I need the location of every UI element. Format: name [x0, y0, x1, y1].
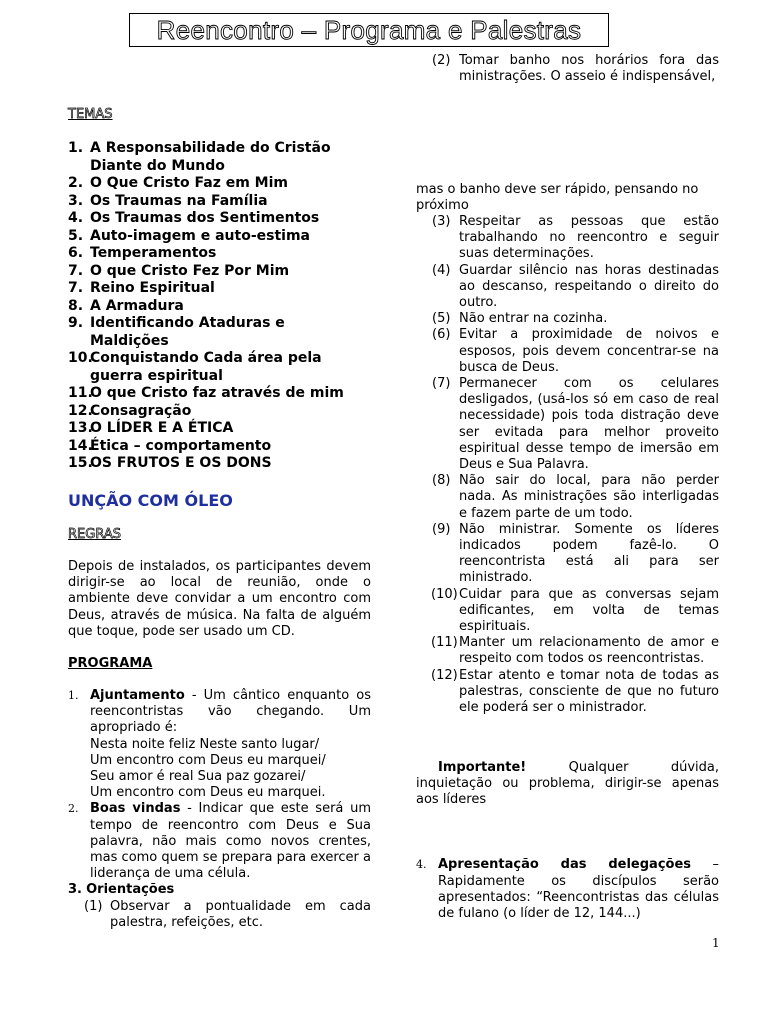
orientacao-10: (10) Cuidar para que as conversas sejam edificantes, em volta de temas espirituais. [431, 586, 719, 635]
topic-item: 12. Consagração [68, 402, 192, 419]
topic-item: 4. Os Traumas dos Sentimentos [68, 210, 320, 226]
topic-item: 5. Auto-imagem e auto-estima [68, 227, 310, 244]
right-column [416, 0, 719, 922]
importante-label: Importante! [438, 760, 527, 775]
topic-item: 3. Os Traumas na Família [68, 192, 268, 209]
programa-item-4: 4. Apresentação das delegações – Rapidamente os discípulos serão apresentados: “Reencontristas das células de fulano (o líder de 12, 144...) [416, 857, 719, 922]
temas-heading: TEMAS [68, 107, 113, 122]
regras-text: Depois de instalados, os participantes devem dirigir-se ao local de reunião, onde o ambiente deve convidar a um encontro com Deus, através de música. Na falta de alguém que toque, pode ser usado um CD. [68, 559, 371, 639]
topic-item: 10. Conquistando Cada área pela [68, 350, 322, 366]
orientacao-6: (6) Evitar a proximidade de noivos e esposos, pois devem concentrar-se na busca de Deus. [432, 327, 719, 375]
topic-item: 14. Ética – comportamento [68, 437, 272, 454]
orientacao-9: (9) Não ministrar. Somente os líderes indicados podem fazê-lo. O reencontrista está ali para ser ministrado. [432, 521, 719, 586]
topic-item: 9. Identificando Ataduras e [68, 315, 285, 331]
topic-item: 15. OS FRUTOS E OS DONS [68, 455, 272, 471]
orientacao-12: (12) Estar atento e tomar nota de todas as palestras, consciente de que no futuro ele poderá ser o ministrador. [431, 667, 719, 716]
orientacao-3: (3) Respeitar as pessoas que estão trabalhando no reencontro e seguir suas determinações. [432, 214, 719, 262]
continuation-text: mas o banho deve ser rápido, pensando no próximo [416, 182, 699, 214]
topic-item: 2. O Que Cristo Faz em Mim [68, 175, 288, 191]
programa-item-2: 2. Boas vindas - Indicar que este será um tempo de reencontro com Deus e Sua palavra, não mais como novos crentes, mas como quem se prepara para exercer a liderança de uma célula. [68, 801, 371, 882]
regras-heading: REGRAS [68, 527, 121, 542]
topics-list [68, 140, 371, 473]
topic-item: 11. O que Cristo faz através de mim [68, 385, 344, 401]
programa-heading: PROGRAMA [68, 656, 153, 671]
orientacao-8: (8) Não sair do local, para não perder nada. As ministrações são interligadas e fazem parte de um todo. [432, 473, 719, 521]
orientacao-11: (11) Manter um relacionamento de amor e respeito com todos os reencontristas. [431, 635, 719, 667]
item-title: Ajuntamento [90, 688, 185, 703]
uncao-heading: UNÇÃO COM ÓLEO [68, 491, 233, 510]
hymn-lines: Nesta noite feliz Neste santo lugar/ Um encontro com Deus eu marquei/ Seu amor é real Sua paz gozarei/ Um encontro com Deus eu marquei. [90, 736, 326, 801]
topic-item: 13. O LÍDER E A ÉTICA [68, 420, 234, 436]
topic-item: 1. A Responsabilidade do Cristão [68, 140, 331, 156]
topic-item: 7. Reino Espiritual [68, 280, 215, 296]
page-number: 1 [712, 936, 720, 950]
importante-note: Importante! Qualquer dúvida, inquietação ou problema, dirigir-se apenas aos líderes [416, 760, 719, 808]
topic-item: Diante do Mundo [90, 157, 225, 174]
programa-item-3: 3. Orientações [68, 882, 175, 898]
orientacoes-list [416, 214, 719, 716]
page-title: Reencontro – Programa e Palestras [156, 15, 582, 45]
programa-item-1: 1. Ajuntamento - Um cântico enquanto os reencontristas vão chegando. Um apropriado é: [68, 688, 371, 736]
topic-item: 8. A Armadura [68, 297, 184, 314]
programa-list [68, 688, 371, 931]
orientacao-2: (2) Tomar banho nos horários fora das ministrações. O asseio é indispensável, [432, 53, 719, 85]
item-title: Apresentação das delegações [438, 857, 692, 873]
topic-item: 7. O que Cristo Fez Por Mim [68, 262, 290, 279]
orientacao-5: (5) Não entrar na cozinha. [432, 311, 608, 327]
topic-item: Maldições [90, 332, 169, 349]
topic-item: 6. Temperamentos [68, 245, 217, 261]
item-title: Orientações [86, 882, 175, 898]
item-title: Boas vindas [90, 801, 181, 817]
topic-item: guerra espiritual [90, 367, 223, 384]
orientacao-7: (7) Permanecer com os celulares desligados, (usá-los só em caso de real necessidade) pois toda distração deve ser evitada para melhor proveito espiritual desse tempo de imersão em Deus e Sua Palavra. [432, 376, 719, 473]
orientacao-1: (1) Observar a pontualidade em cada palestra, refeições, etc. [84, 898, 371, 930]
orientacao-4: (4) Guardar silêncio nas horas destinadas ao descanso, respeitando o direito do outro. [432, 262, 719, 311]
